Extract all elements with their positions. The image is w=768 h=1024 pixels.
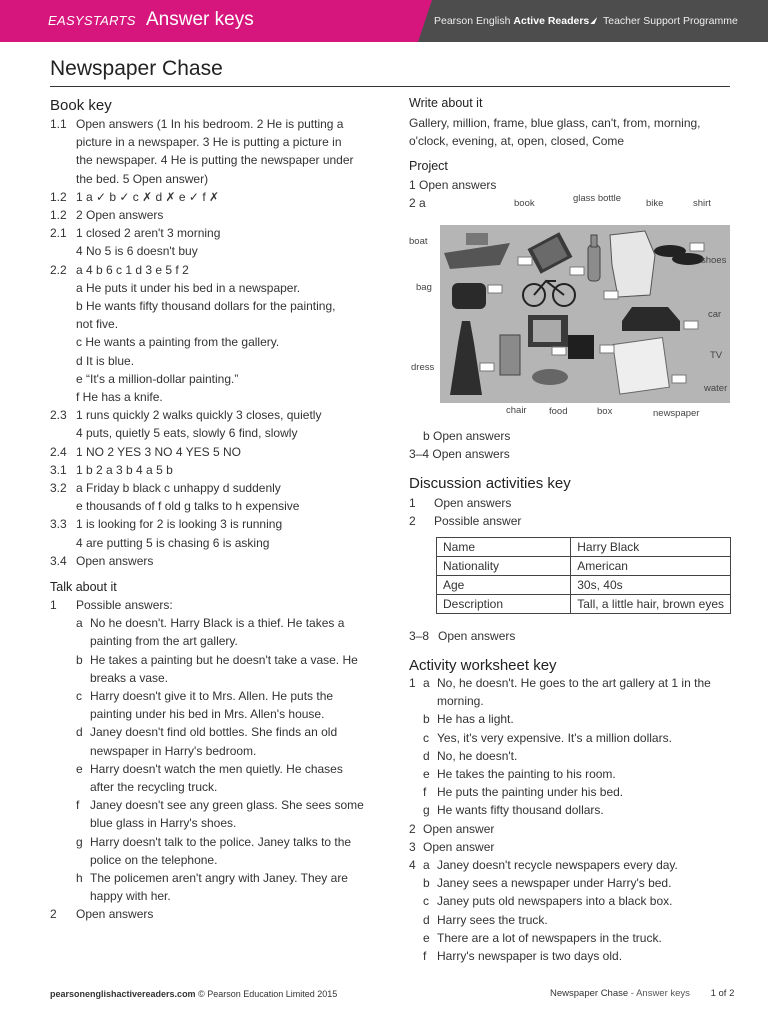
worksheet-letter: f xyxy=(423,785,427,800)
book-key-number: 1.2 xyxy=(50,189,67,204)
label-newspaper: newspaper xyxy=(653,408,700,419)
discussion-num-1: 1 xyxy=(409,496,416,510)
worksheet-number: 4 xyxy=(409,858,416,872)
book-key-answer: 1 is looking for 2 is looking 3 is running xyxy=(76,517,283,532)
footer-left xyxy=(50,989,337,999)
label-bag: bag xyxy=(416,282,432,293)
worksheet-number: 1 xyxy=(409,676,416,690)
book-key-answer: Open answers xyxy=(76,553,154,568)
table-row xyxy=(437,595,731,614)
footer-copyright: © Pearson Education Limited 2015 xyxy=(198,989,338,999)
book-key-number: 2.2 xyxy=(50,262,67,277)
discussion-item-3-8: Open answers xyxy=(438,629,516,643)
table-cell-field: Name xyxy=(437,538,571,557)
worksheet-answer: Janey doesn't recycle newspapers every day. xyxy=(437,858,678,872)
label-glass-bottle: glass bottle xyxy=(573,193,622,204)
label-shirt: shirt xyxy=(693,198,711,209)
label-book: book xyxy=(514,198,535,209)
label-boat: boat xyxy=(409,236,428,247)
book-key-answer: picture in a newspaper. 3 He is putting a picture in xyxy=(76,135,342,150)
label-dress: dress xyxy=(411,362,435,373)
worksheet-letter: d xyxy=(423,912,430,927)
write-about-heading: Write about it xyxy=(409,96,483,110)
footer-doc-title: Newspaper Chase xyxy=(550,988,629,999)
title-divider xyxy=(50,86,730,87)
label-food: food xyxy=(549,406,568,417)
publisher-line xyxy=(434,15,738,27)
worksheet-number: 3 xyxy=(409,839,416,854)
book-key-answer: 2 Open answers xyxy=(76,208,164,222)
book-key-number: 1.1 xyxy=(50,117,67,131)
table-cell-field: Description xyxy=(437,595,571,614)
discussion-item-2: Possible answer xyxy=(434,514,522,528)
project-item-3-4: 3–4 Open answers xyxy=(409,447,510,461)
project-item-1: 1 Open answers xyxy=(409,178,497,192)
worksheet-heading: Activity worksheet key xyxy=(409,657,557,674)
discussion-num-3-8: 3–8 xyxy=(409,629,430,643)
book-key-heading: Book key xyxy=(50,97,112,114)
write-about-line-2: o'clock, evening, at, open, closed, Come xyxy=(409,134,625,148)
book-key-answer: f He has a knife. xyxy=(76,390,163,404)
talk-letter: c xyxy=(76,689,82,703)
talk-answer: Possible answers: xyxy=(76,598,173,612)
worksheet-answer: Harry sees the truck. xyxy=(437,912,548,927)
worksheet-answer: morning. xyxy=(437,694,484,709)
project-heading: Project xyxy=(409,159,448,173)
worksheet-answer: Harry's newspaper is two days old. xyxy=(437,949,623,963)
brand-label: EASYSTARTS xyxy=(48,13,136,28)
publisher-name: Pearson English xyxy=(434,15,511,27)
book-key-number: 2.4 xyxy=(50,444,67,459)
table-row xyxy=(437,557,731,576)
talk-letter: g xyxy=(76,834,83,849)
book-key-number: 3.3 xyxy=(50,517,67,532)
worksheet-answer: Open answer xyxy=(423,821,495,836)
discussion-num-2: 2 xyxy=(409,514,416,528)
label-water: water xyxy=(704,383,728,394)
worksheet-answer: He has a light. xyxy=(437,712,514,727)
book-key-answer: a 4 b 6 c 1 d 3 e 5 f 2 xyxy=(76,262,189,277)
talk-answer: Janey doesn't find old bottles. She finds an old xyxy=(90,725,338,740)
book-key-answer: b He wants fifty thousand dollars for the painting, xyxy=(76,299,336,313)
book-key-answer: 4 No 5 is 6 doesn't buy xyxy=(76,244,198,259)
talk-answer: newspaper in Harry's bedroom. xyxy=(90,743,257,758)
book-key-answer: 1 a ✓ b ✓ c ✗ d ✗ e ✓ f ✗ xyxy=(76,189,220,204)
worksheet-letter: c xyxy=(423,894,429,909)
page-title: Newspaper Chase xyxy=(50,57,223,80)
book-key-answer: e “It's a million-dollar painting.” xyxy=(76,371,239,386)
footer-page-number: 1 of 2 xyxy=(710,988,735,999)
book-key-answer: a Friday b black c unhappy d suddenly xyxy=(76,481,281,495)
worksheet-letter: g xyxy=(423,803,430,818)
worksheet-answer: He wants fifty thousand dollars. xyxy=(437,803,604,818)
worksheet-number: 2 xyxy=(409,821,416,836)
worksheet-answer: He puts the painting under his bed. xyxy=(437,785,624,800)
book-key-answer: d It is blue. xyxy=(76,353,135,368)
footer-site-link[interactable]: pearsonenglishactivereaders.com xyxy=(50,989,196,999)
talk-answer: happy with her. xyxy=(90,889,171,904)
book-key-answer: 1 closed 2 aren't 3 morning xyxy=(76,226,221,241)
book-key-answer: 4 are putting 5 is chasing 6 is asking xyxy=(76,535,270,550)
talk-answer: breaks a vase. xyxy=(90,670,169,685)
worksheet-answer: There are a lot of newspapers in the truck. xyxy=(437,930,662,945)
talk-answer: The policemen aren't angry with Janey. They are xyxy=(90,871,348,885)
talk-answer: police on the telephone. xyxy=(90,852,218,867)
book-key-answer: 4 puts, quietly 5 eats, slowly 6 find, slowly xyxy=(76,426,298,441)
talk-letter: f xyxy=(76,798,80,813)
programme-name: Teacher Support Programme xyxy=(603,15,738,27)
label-car: car xyxy=(708,309,722,320)
talk-number: 1 xyxy=(50,598,57,612)
talk-letter: d xyxy=(76,725,83,740)
talk-answer: painting under his bed in Mrs. Allen's house. xyxy=(90,707,325,722)
talk-letter: a xyxy=(76,616,83,631)
project-item-2: 2 a xyxy=(409,196,426,210)
table-cell-value: Harry Black xyxy=(571,538,731,557)
talk-answer: after the recycling truck. xyxy=(90,780,218,794)
book-key-number: 3.2 xyxy=(50,481,67,495)
talk-answer: painting from the art gallery. xyxy=(90,634,238,649)
talk-letter: e xyxy=(76,761,83,776)
worksheet-letter: b xyxy=(423,712,430,727)
label-bike: bike xyxy=(646,198,664,209)
book-key-answer: e thousands of f old g talks to h expensive xyxy=(76,499,300,514)
worksheet-letter: a xyxy=(423,858,430,872)
table-row xyxy=(437,576,731,595)
series-name: Active Readers xyxy=(513,15,590,27)
talk-answer: No he doesn't. Harry Black is a thief. He takes a xyxy=(90,616,345,631)
label-chair: chair xyxy=(506,405,527,416)
worksheet-answer: No, he doesn't. He goes to the art gallery at 1 in the xyxy=(437,676,711,690)
table-cell-field: Age xyxy=(437,576,571,595)
table-cell-value: 30s, 40s xyxy=(571,576,731,595)
labelled-objects-picture xyxy=(440,225,730,403)
worksheet-letter: a xyxy=(423,676,430,690)
talk-letter: h xyxy=(76,871,83,885)
table-row xyxy=(437,538,731,557)
table-cell-value: Tall, a little hair, brown eyes xyxy=(571,595,731,614)
discussion-heading: Discussion activities key xyxy=(409,475,571,492)
label-shoes: shoes xyxy=(701,255,727,266)
talk-about-heading: Talk about it xyxy=(50,580,117,594)
worksheet-answer: Yes, it's very expensive. It's a million dollars. xyxy=(437,730,672,745)
book-key-number: 3.1 xyxy=(50,462,67,477)
worksheet-answer: Open answer xyxy=(423,839,495,854)
footer-right xyxy=(550,988,734,999)
book-key-number: 1.2 xyxy=(50,208,67,222)
book-key-answer: 1 runs quickly 2 walks quickly 3 closes, quietly xyxy=(76,408,322,423)
worksheet-answer: Janey sees a newspaper under Harry's bed. xyxy=(437,876,672,891)
project-item-b: b Open answers xyxy=(423,429,511,443)
objects-illustration xyxy=(440,225,730,403)
table-cell-field: Nationality xyxy=(437,557,571,576)
book-key-answer: Open answers (1 In his bedroom. 2 He is putting a xyxy=(76,117,344,131)
book-key-answer: not five. xyxy=(76,317,119,332)
worksheet-letter: f xyxy=(423,949,427,963)
talk-answer: blue glass in Harry's shoes. xyxy=(90,816,237,831)
book-key-number: 3.4 xyxy=(50,553,67,568)
table-cell-value: American xyxy=(571,557,731,576)
header-title: Answer keys xyxy=(146,9,254,30)
talk-answer: Open answers xyxy=(76,907,154,922)
label-tv: TV xyxy=(710,350,723,361)
worksheet-letter: b xyxy=(423,876,430,891)
talk-answer: Harry doesn't watch the men quietly. He chases xyxy=(90,761,343,776)
book-key-answer: the bed. 5 Open answer) xyxy=(76,171,209,186)
worksheet-answer: Janey puts old newspapers into a black box. xyxy=(437,894,673,909)
arrow-logo-icon xyxy=(590,17,597,24)
worksheet-answer: No, he doesn't. xyxy=(437,748,518,763)
character-table xyxy=(436,537,731,614)
talk-answer: Janey doesn't see any green glass. She sees some xyxy=(90,798,364,813)
talk-number: 2 xyxy=(50,907,57,922)
book-key-answer: 1 b 2 a 3 b 4 a 5 b xyxy=(76,462,173,477)
label-box: box xyxy=(597,406,613,417)
talk-answer: He takes a painting but he doesn't take a vase. He xyxy=(90,652,358,667)
book-key-answer: a He puts it under his bed in a newspaper. xyxy=(76,280,301,295)
talk-answer: Harry doesn't give it to Mrs. Allen. He puts the xyxy=(90,689,334,703)
book-key-number: 2.3 xyxy=(50,408,67,423)
talk-letter: b xyxy=(76,652,83,667)
book-key-answer: 1 NO 2 YES 3 NO 4 YES 5 NO xyxy=(76,444,241,459)
book-key-answer: c He wants a painting from the gallery. xyxy=(76,335,280,350)
book-key-answer: the newspaper. 4 He is putting the newspaper under xyxy=(76,153,354,168)
book-key-number: 2.1 xyxy=(50,226,67,241)
worksheet-letter: d xyxy=(423,748,430,763)
worksheet-letter: e xyxy=(423,767,430,781)
discussion-item-1: Open answers xyxy=(434,496,512,510)
write-about-line-1: Gallery, million, frame, blue glass, can't, from, morning, xyxy=(409,116,701,130)
worksheet-answer: He takes the painting to his room. xyxy=(437,767,616,781)
worksheet-letter: c xyxy=(423,730,429,745)
worksheet-letter: e xyxy=(423,930,430,945)
talk-answer: Harry doesn't talk to the police. Janey talks to the xyxy=(90,834,352,849)
footer-section: - Answer keys xyxy=(630,988,690,999)
